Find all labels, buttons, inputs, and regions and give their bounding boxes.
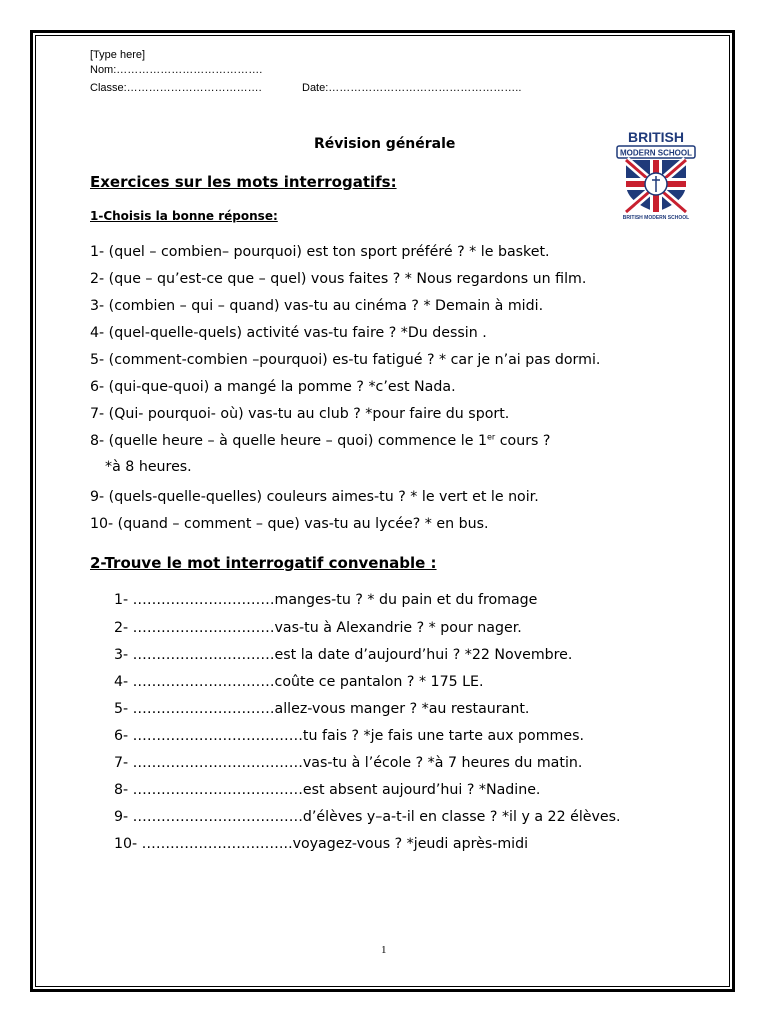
type-here-placeholder: [Type here]: [90, 49, 146, 61]
page-number: 1: [381, 944, 387, 956]
choice-item-4: 4- (quel-quelle-quels) activité vas-tu faire ? *Du dessin .: [90, 325, 487, 341]
page-title: Révision générale: [314, 136, 456, 152]
fill-item-3: 3- …………………………est la date d’aujourd’hui ? *22 Novembre.: [114, 647, 573, 663]
choice-item-6: 6- (qui-que-quoi) a mangé la pomme ? *c’est Nada.: [90, 379, 456, 395]
choice-item-1: 1- (quel – combien– pourquoi) est ton sport préféré ? * le basket.: [90, 244, 550, 260]
choice-item-5: 5- (comment-combien –pourquoi) es-tu fatigué ? * car je n’ai pas dormi.: [90, 352, 601, 368]
nom-field: Nom:………………………………….: [90, 64, 263, 76]
choice-item-3: 3- (combien – qui – quand) vas-tu au cinéma ? * Demain à midi.: [90, 298, 544, 314]
school-logo: [612, 128, 700, 220]
fill-item-5: 5- …………………………allez-vous manger ? *au restaurant.: [114, 701, 530, 717]
section-1-subheading: 1-Choisis la bonne réponse:: [90, 209, 278, 223]
fill-item-7: 7- ………………………………vas-tu à l’école ? *à 7 heures du matin.: [114, 755, 583, 771]
fill-item-10: 10- …………………………..voyagez-vous ? *jeudi après-midi: [114, 836, 529, 852]
date-field: Date:……………………………………………..: [302, 82, 522, 94]
logo-bottom-text: BRITISH MODERN SCHOOL: [622, 215, 690, 220]
logo-top-text: BRITISH: [628, 129, 684, 145]
choice-item-9: 9- (quels-quelle-quelles) couleurs aimes-tu ? * le vert et le noir.: [90, 489, 539, 505]
choice-item-2: 2- (que – qu’est-ce que – quel) vous faites ? * Nous regardons un film.: [90, 271, 587, 287]
fill-item-2: 2- …………………………vas-tu à Alexandrie ? * pour nager.: [114, 620, 522, 636]
logo-band-text: MODERN SCHOOL: [620, 148, 692, 158]
choice-item-10: 10- (quand – comment – que) vas-tu au lycée? * en bus.: [90, 516, 489, 532]
section-1-heading: Exercices sur les mots interrogatifs:: [90, 173, 397, 191]
choice-item-8-text: 8- (quelle heure – à quelle heure – quoi) commence le 1: [90, 433, 487, 449]
shield-logo-icon: [612, 128, 700, 220]
section-2-heading: 2-Trouve le mot interrogatif convenable :: [90, 554, 437, 572]
fill-item-6: 6- ………………………………tu fais ? *je fais une tarte aux pommes.: [114, 728, 585, 744]
choice-item-8: [90, 433, 550, 450]
classe-field: Classe:……………………………….: [90, 82, 262, 94]
choice-item-7: 7- (Qui- pourquoi- où) vas-tu au club ? *pour faire du sport.: [90, 406, 510, 422]
fill-item-1: 1- …………………………manges-tu ? * du pain et du fromage: [114, 592, 538, 608]
fill-item-9: 9- ………………………………d’élèves y–a-t-il en classe ? *il y a 22 élèves.: [114, 809, 621, 825]
choice-item-8-answer: *à 8 heures.: [105, 459, 192, 475]
choice-item-8-sup: er: [487, 432, 496, 442]
fill-item-4: 4- …………………………coûte ce pantalon ? * 175 LE.: [114, 674, 484, 690]
choice-item-8-tail: cours ?: [495, 433, 551, 449]
fill-item-8: 8- ………………………………est absent aujourd’hui ? *Nadine.: [114, 782, 541, 798]
